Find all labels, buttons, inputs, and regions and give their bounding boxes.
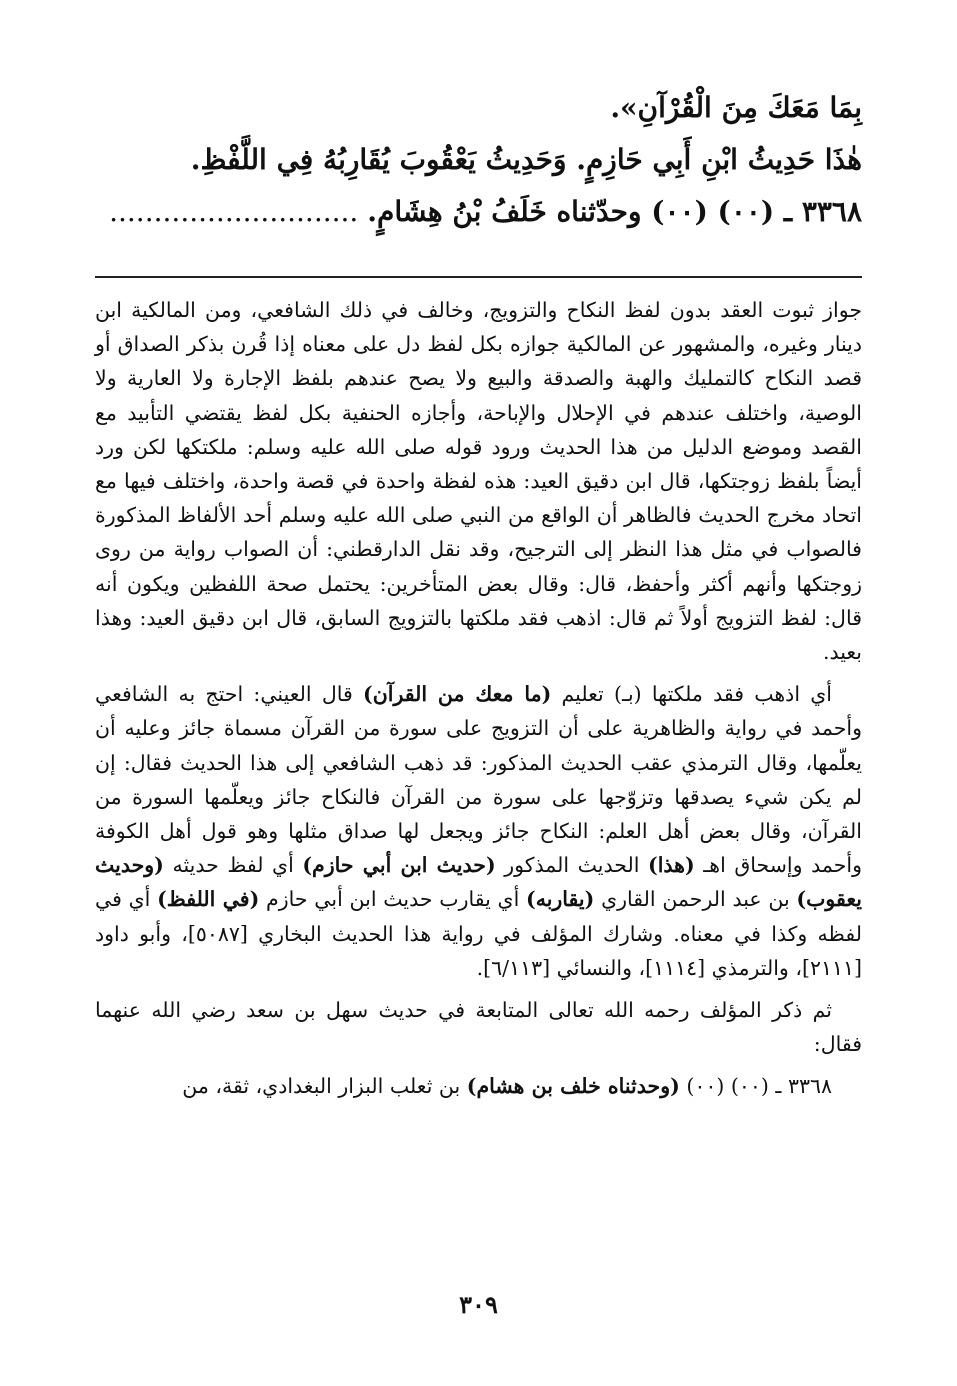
p2-quote-d: (هذا) [648,853,695,878]
hadith-chain-number: ٣٣٦٨ ـ (٠٠) (٠٠) وحدّثناه خَلَفُ بْنُ هِشَامٍ. [367,195,862,228]
p2-text-a: أي اذهب فقد ملكتها (بـ) تعليم [551,682,832,707]
p2-quote-f: (حديث ابن أبي حازم) [302,853,496,878]
hadith-line-2: هٰذَا حَدِيثُ ابْنِ أَبِي حَازِمٍ. وَحَدِيثُ يَعْقُوبَ يُقَارِبُهُ فِي اللَّفْظِ. [190,143,862,176]
hadith-line-1: بِمَا مَعَكَ مِنَ الْقُرْآنِ». [610,91,862,124]
p4-text: بن ثعلب البزار البغدادي، ثقة، من [182,1074,467,1099]
p2-text-m: أي في لفظه وكذا في معناه. وشارك المؤلف في رواية هذا الحديث البخاري [٥٠٨٧]، وأبو داود [٢١١١]، والترمذي [١١١٤]، والنسائي [٦/١١٣]. [95,887,862,980]
hadith-dots: ............................ [109,195,368,228]
p2-text-k: أي يقارب حديث ابن أبي حازم [259,887,527,912]
p2-text-g: أي لفظ حديثه [163,853,303,878]
commentary-paragraph-3: ثم ذكر المؤلف رحمه الله تعالى المتابعة في حديث سهل بن سعد رضي الله عنهما فقال: [95,998,862,1057]
p2-text-i: بن عبد الرحمن القاري [594,887,797,912]
footnote-divider [95,276,862,278]
commentary-paragraph-1: جواز ثبوت العقد بدون لفظ النكاح والتزويج، وخالف في ذلك الشافعي، ومن المالكية ابن دينار وغيره، والمشهور عن المالكية جوازه بكل لفظ دل على معناه إذا قُرن بذكر الصداق أو قصد النكاح كالتمليك والهبة والصدقة والبيع ولا يصح عندهم بلفظ الإجارة ولا العارية ولا الوصية، واختلف عندهم في الإحلال والإباحة، وأجازه الحنفية بكل لفظ يقتضي التأبيد مع القصد وموضع الدليل من هذا الحديث ورود قوله صلى الله عليه وسلم: ملكتكها لكن ورد أيضاً بلفظ زوجتكها، قال ابن دقيق العيد: هذه لفظة واحدة في قصة واحدة، واختلف فيها مع اتحاد مخرج الحديث فالظاهر أن الواقع من النبي صلى الله عليه وسلم أحد الألفاظ المذكورة فالصواب في مثل هذا النظر إلى الترجيح، وقد نقل الدارقطني: أن الصواب رواية من روى زوجتكها وأنهم أكثر وأحفظ، قال: وقال بعض المتأخرين: يحتمل صحة اللفظين ويكون أنه قال: لفظ التزويج أولاً ثم قال: اذهب فقد ملكتها بالتزويج السابق، قال ابن دقيق العيد: وهذا بعيد. [95,298,862,665]
commentary-paragraph-4 [95,1069,862,1103]
p2-text-e: الحديث المذكور [495,853,648,878]
commentary-paragraph-2 [95,677,862,985]
p2-quote-h: (وحديث يعقوب) [95,853,862,912]
p4-quote: (وحدثناه خلف بن هشام) [466,1074,680,1099]
page-number: ٣٠٩ [459,1290,498,1319]
p2-quote-l: (في اللفظ) [157,887,260,912]
p2-text-c: قال العيني: احتج به الشافعي وأحمد في رواية والظاهرية على أن التزويج على سورة من القرآن مسماة جائز وعليه أن يعلّمها، وقال الترمذي عقب الحديث المذكور: قد ذهب الشافعي إلى هذا الحديث فقال: إن لم يكن شيء يصدقها وتزوّجها على سورة من القرآن فالنكاح جائز ويعلّمها السورة من القرآن، وقال بعض أهل العلم: النكاح جائز ويجعل لها صداق مثلها وهو قول أهل الكوفة وأحمد وإسحاق اهـ [95,682,862,878]
hadith-text [95,82,862,238]
hadith-line-3 [95,186,862,238]
p2-quote-b: (ما معك من القرآن) [363,682,552,707]
p2-quote-j: (يقاربه) [526,887,595,912]
p4-number: ٣٣٦٨ ـ (٠٠) (٠٠) [679,1074,832,1099]
commentary [95,293,862,1104]
